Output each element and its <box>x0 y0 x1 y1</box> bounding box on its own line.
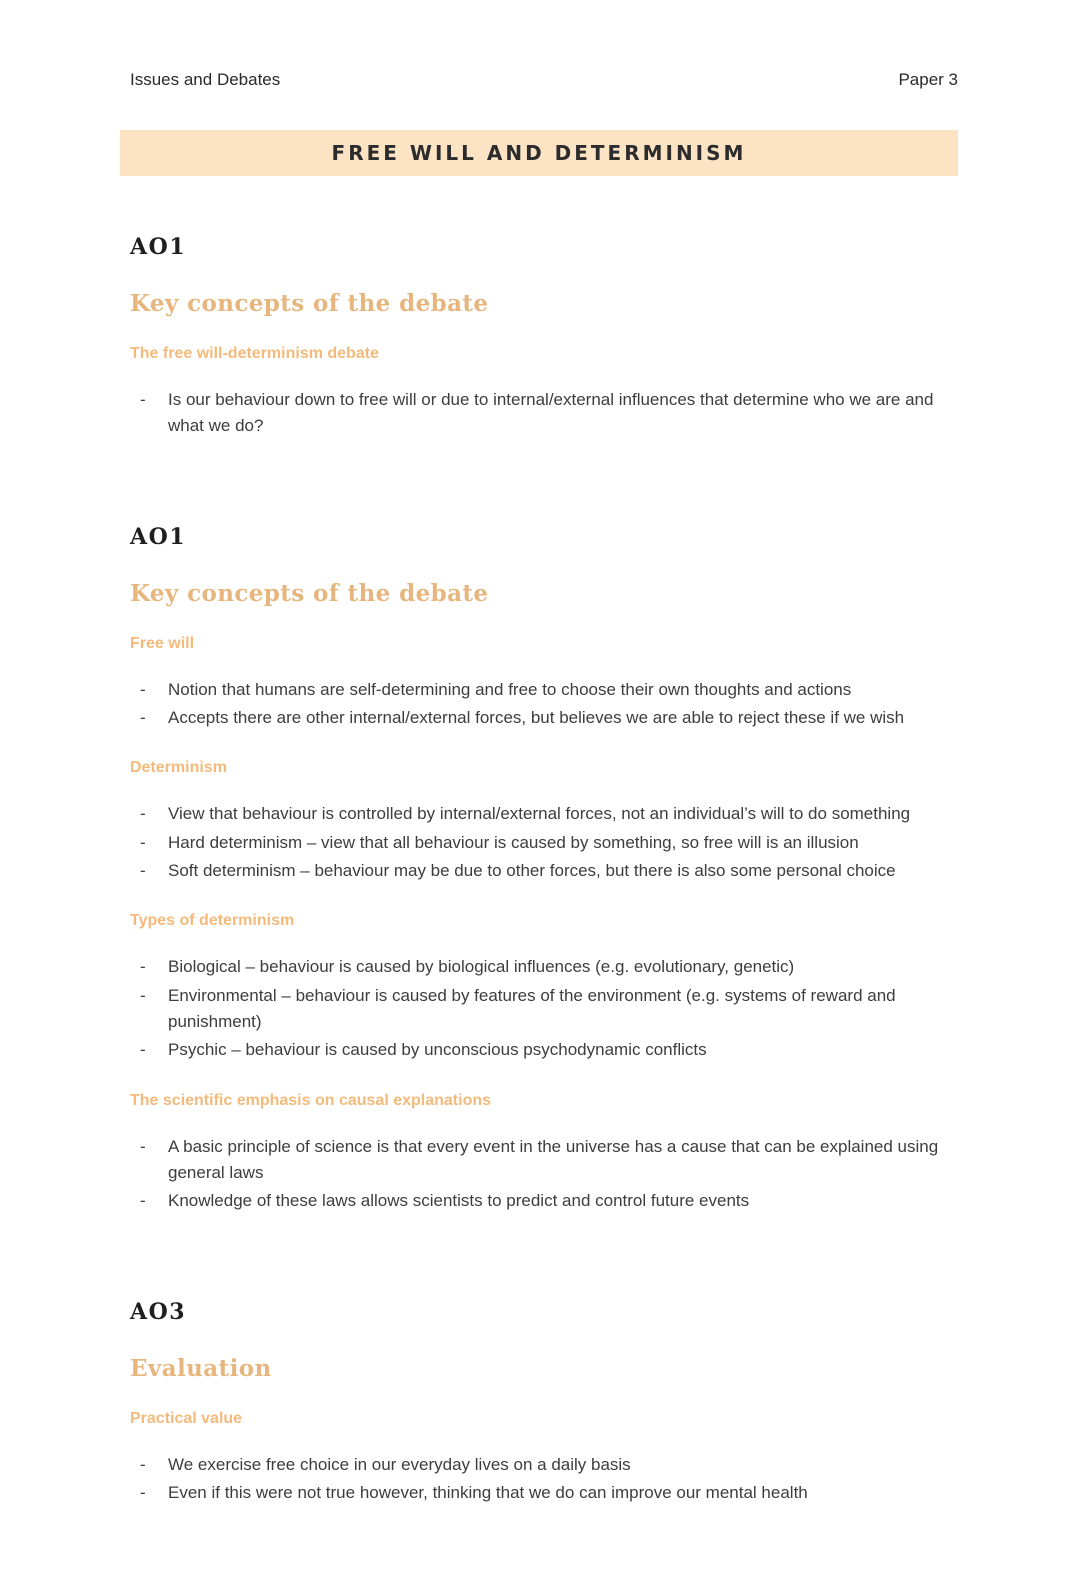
bullet-text: View that behaviour is controlled by internal/external forces, not an individual’s will to do something <box>168 804 911 824</box>
section-title: Key concepts of the debate <box>130 290 489 317</box>
bullet-item <box>130 387 958 440</box>
header-course-title: Issues and Debates <box>130 70 281 89</box>
topic-group-determinism <box>130 759 958 884</box>
bullet-text: Accepts there are other internal/external forces, but believes we are able to reject these if we wish <box>168 708 905 728</box>
bullet-item <box>130 801 958 827</box>
subheading: Types of determinism <box>130 912 295 930</box>
topic-group-practical-value <box>130 1410 958 1507</box>
document-title: FREE WILL AND DETERMINISM <box>331 141 747 165</box>
bullet-item <box>130 1134 958 1187</box>
bullet-text: A basic principle of science is that every event in the universe has a cause that can be explained using general laws <box>168 1136 939 1183</box>
section-ao3-evaluation <box>130 1299 958 1507</box>
bullet-item <box>130 858 958 884</box>
subheading: Free will <box>130 634 195 652</box>
bullet-item <box>130 830 958 856</box>
bullet-item <box>130 1037 958 1063</box>
title-banner <box>120 130 958 176</box>
bullet-list <box>130 801 958 884</box>
header-paper-number: Paper 3 <box>898 70 958 89</box>
bullet-list <box>130 1134 958 1215</box>
document-header <box>130 70 958 90</box>
bullet-item <box>130 1480 958 1506</box>
section-ao1-intro <box>130 234 958 440</box>
bullet-item <box>130 954 958 980</box>
ao-label: AO1 <box>130 234 187 260</box>
bullet-item <box>130 677 958 703</box>
section-ao1-key-concepts <box>130 524 958 1215</box>
topic-group-types-of-determinism <box>130 912 958 1063</box>
topic-group-free-will <box>130 635 958 732</box>
bullet-list <box>130 1452 958 1507</box>
subheading: The scientific emphasis on causal explanations <box>130 1091 492 1109</box>
bullet-text: Is our behaviour down to free will or due to internal/external influences that determine who we are and what we do? <box>168 390 934 436</box>
bullet-text: Biological – behaviour is caused by biological influences (e.g. evolutionary, genetic) <box>168 957 795 977</box>
bullet-text: We exercise free choice in our everyday lives on a daily basis <box>168 1454 631 1474</box>
bullet-item <box>130 705 958 731</box>
section-title: Key concepts of the debate <box>130 579 489 607</box>
topic-group <box>130 345 958 440</box>
subheading: The free will-determinism debate <box>130 345 379 362</box>
subheading: Determinism <box>130 759 227 777</box>
bullet-text: Notion that humans are self-determining and free to choose their own thoughts and actions <box>168 679 852 699</box>
bullet-item <box>130 983 958 1036</box>
bullet-text: Hard determinism – view that all behaviour is caused by something, so free will is an illusion <box>168 832 859 852</box>
topic-group-scientific-emphasis <box>130 1092 958 1215</box>
ao-label: AO3 <box>130 1298 187 1325</box>
bullet-text: Soft determinism – behaviour may be due to other forces, but there is also some personal choice <box>168 861 896 881</box>
bullet-list <box>130 387 958 440</box>
bullet-item <box>130 1188 958 1214</box>
bullet-text: Even if this were not true however, thinking that we do can improve our mental health <box>168 1483 808 1503</box>
bullet-list <box>130 677 958 732</box>
bullet-item <box>130 1452 958 1478</box>
subheading: Practical value <box>130 1409 243 1427</box>
bullet-text: Environmental – behaviour is caused by features of the environment (e.g. systems of reward and punishment) <box>168 985 896 1032</box>
section-title: Evaluation <box>130 1354 272 1382</box>
ao-label: AO1 <box>130 523 187 550</box>
bullet-list <box>130 954 958 1063</box>
bullet-text: Knowledge of these laws allows scientists to predict and control future events <box>168 1191 750 1211</box>
bullet-text: Psychic – behaviour is caused by unconscious psychodynamic conflicts <box>168 1040 707 1060</box>
